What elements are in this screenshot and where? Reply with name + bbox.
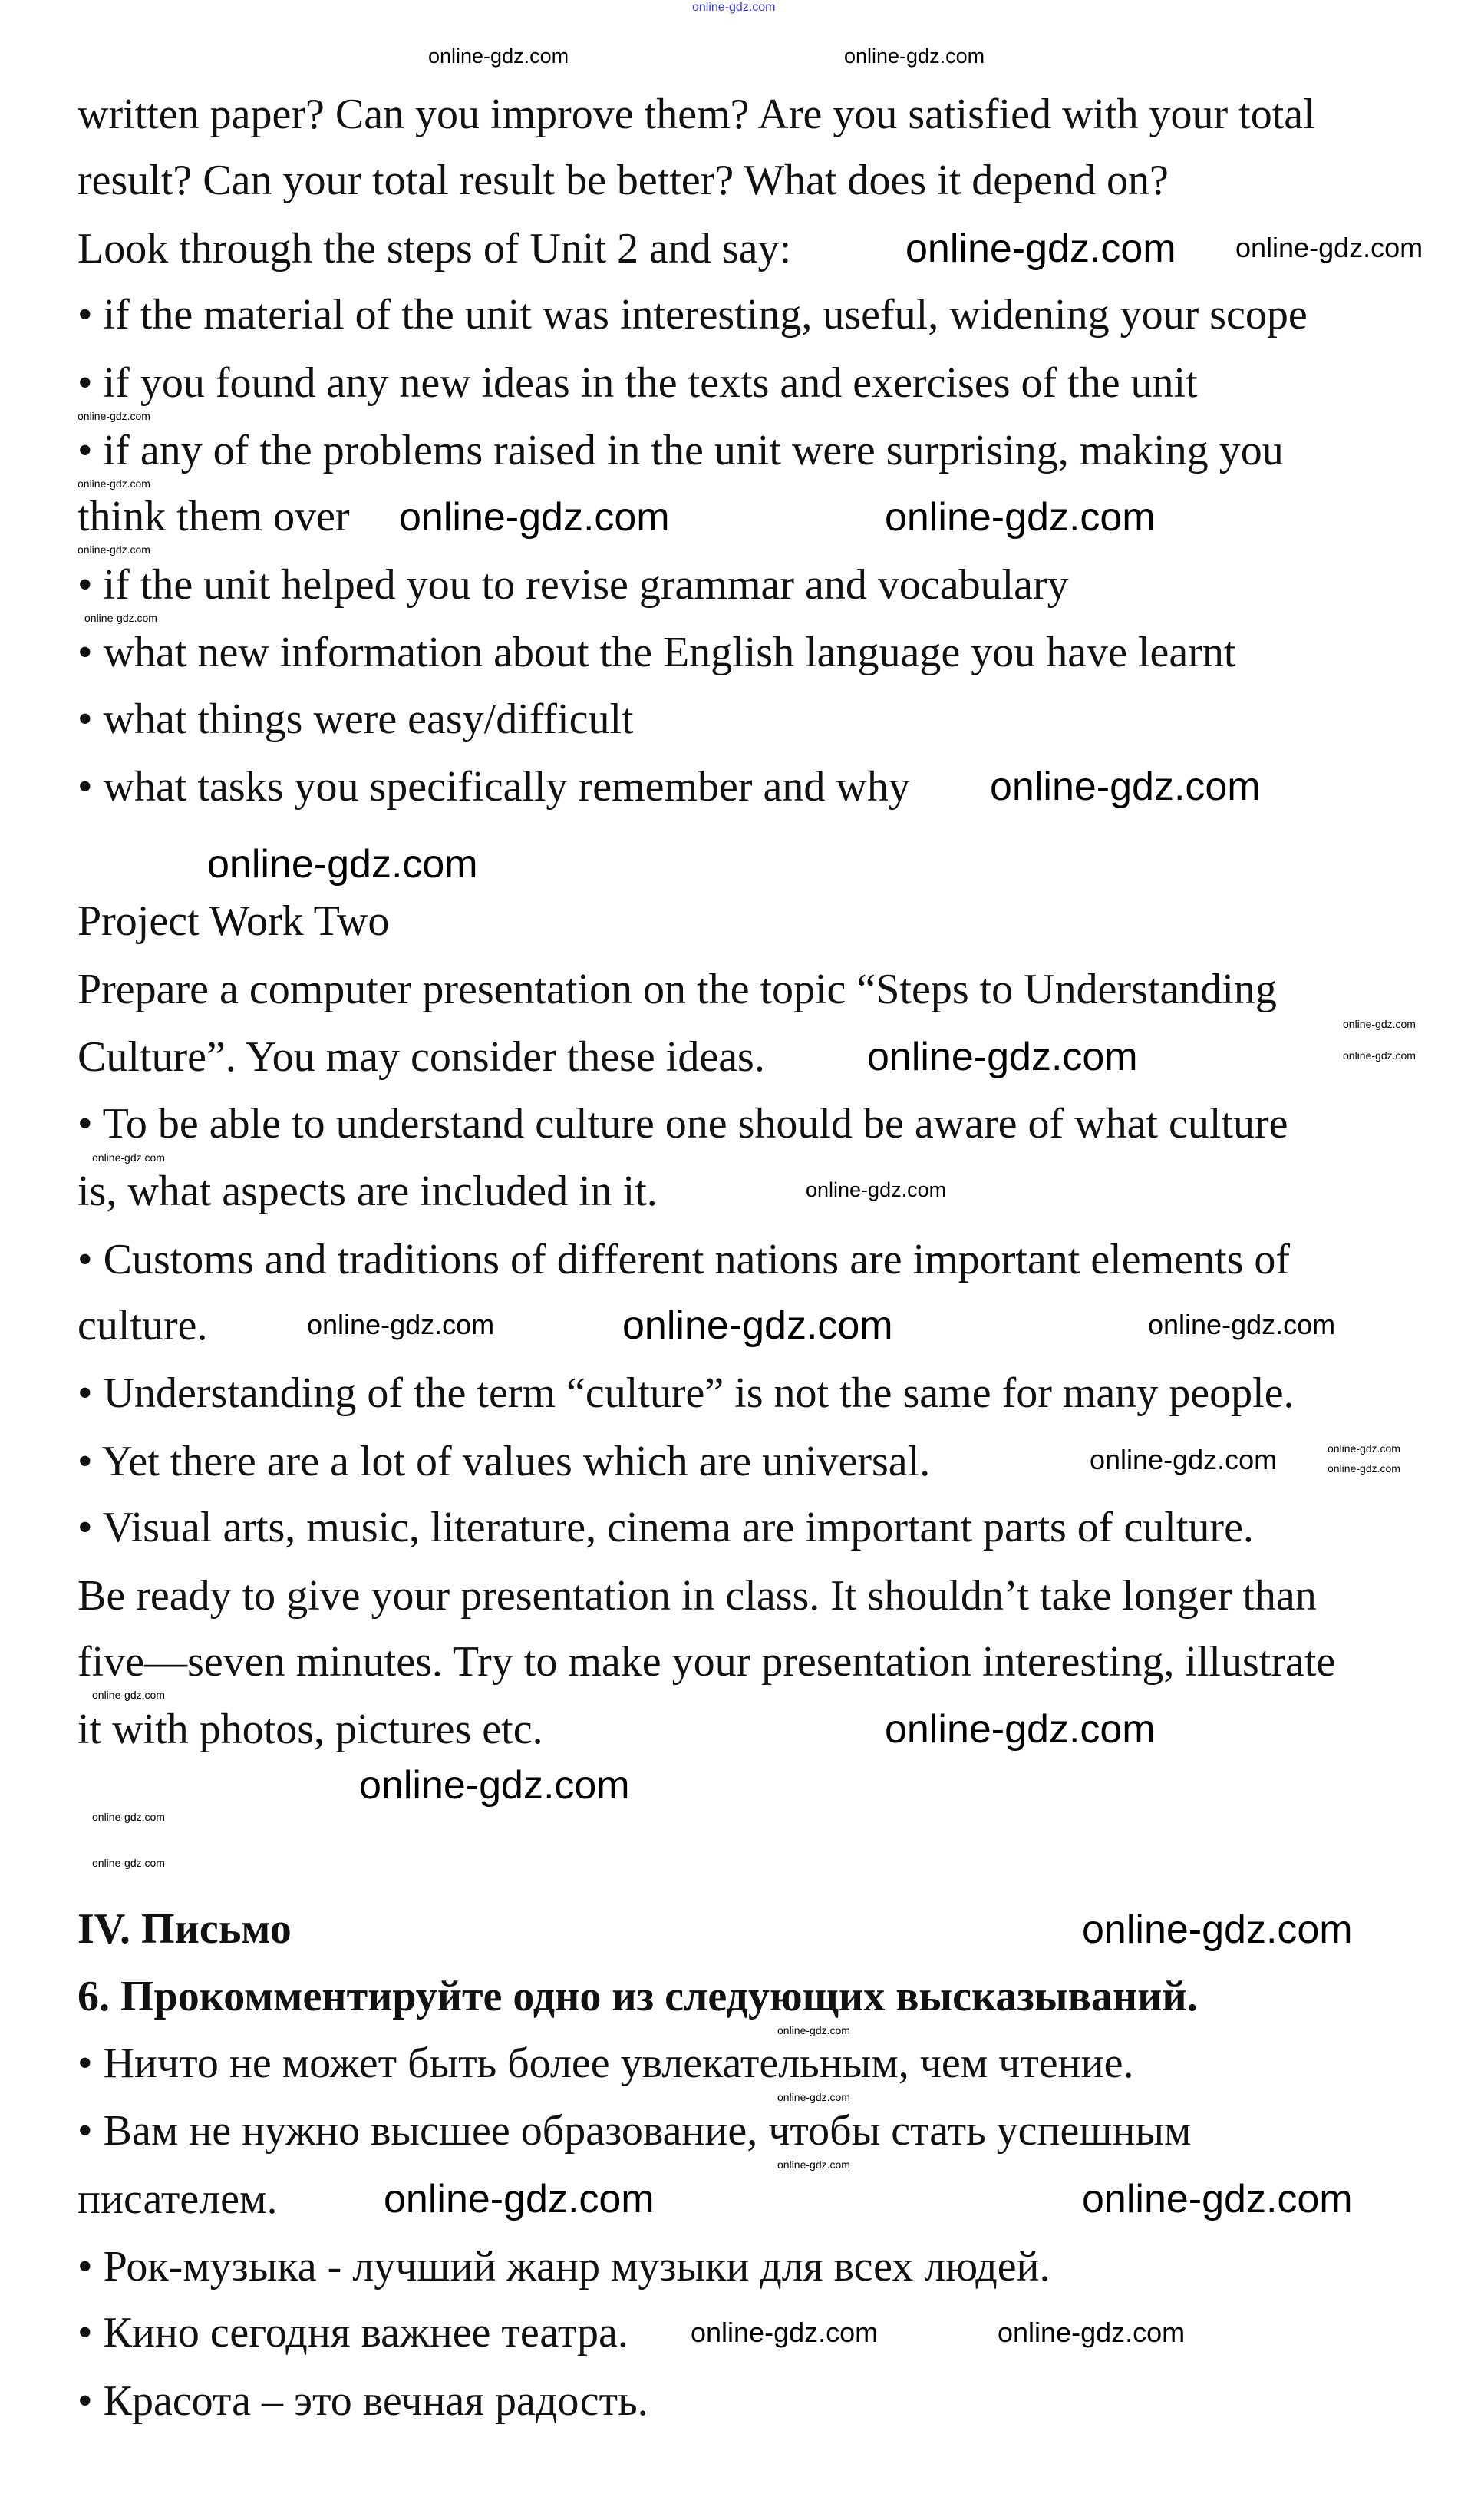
watermark: online-gdz.com bbox=[844, 45, 985, 68]
text-line: it with photos, pictures etc. bbox=[78, 1706, 543, 1753]
watermark: online-gdz.com bbox=[867, 1035, 1138, 1079]
task-title: 6. Прокомментируйте одно из следующих высказываний. bbox=[78, 1973, 1198, 2020]
watermark: online-gdz.com bbox=[1235, 232, 1423, 263]
text-line: писателем. bbox=[78, 2175, 278, 2223]
text-line: think them over bbox=[78, 493, 350, 540]
list-item: • Ничто не может быть более увлекательным, чем чтение. bbox=[78, 2039, 1134, 2087]
list-item: • To be able to understand culture one should be aware of what culture bbox=[78, 1100, 1288, 1148]
list-item: • if the material of the unit was interesting, useful, widening your scope bbox=[78, 291, 1308, 339]
watermark: online-gdz.com bbox=[905, 226, 1176, 271]
section-heading: IV. Письмо bbox=[78, 1905, 292, 1953]
list-item: • if any of the problems raised in the unit were surprising, making you bbox=[78, 427, 1284, 474]
text-line: Look through the steps of Unit 2 and say: bbox=[78, 225, 792, 272]
watermark: online-gdz.com bbox=[1148, 1309, 1336, 1340]
text-line: Culture”. You may consider these ideas. bbox=[78, 1033, 765, 1081]
text-line: written paper? Can you improve them? Are you satisfied with your total bbox=[78, 91, 1315, 138]
list-item: • what tasks you specifically remember and why bbox=[78, 763, 910, 811]
list-item: • what new information about the English language you have learnt bbox=[78, 629, 1236, 676]
project-title: Project Work Two bbox=[78, 897, 390, 945]
list-item: • Рок-музыка - лучший жанр музыки для всех людей. bbox=[78, 2243, 1050, 2290]
text-line: Be ready to give your presentation in class. It shouldn’t take longer than bbox=[78, 1572, 1317, 1620]
watermark: online-gdz.com bbox=[1082, 2177, 1353, 2221]
text-line: culture. bbox=[78, 1302, 208, 1349]
watermark: online-gdz.com bbox=[92, 1151, 165, 1164]
watermark: online-gdz.com bbox=[990, 765, 1261, 809]
watermark: online-gdz.com bbox=[777, 2091, 850, 2103]
watermark: online-gdz.com bbox=[1328, 1442, 1400, 1455]
text-line: is, what aspects are included in it. bbox=[78, 1168, 658, 1215]
watermark: online-gdz.com bbox=[1328, 1462, 1400, 1475]
list-item: • Customs and traditions of different nations are important elements of bbox=[78, 1236, 1291, 1283]
watermark: online-gdz.com bbox=[428, 45, 569, 68]
watermark: online-gdz.com bbox=[359, 1763, 630, 1808]
watermark: online-gdz.com bbox=[92, 1811, 165, 1823]
watermark: online-gdz.com bbox=[885, 495, 1156, 540]
watermark: online-gdz.com bbox=[777, 2158, 850, 2171]
text-line: five—seven minutes. Try to make your presentation interesting, illustrate bbox=[78, 1638, 1336, 1686]
watermark: online-gdz.com bbox=[78, 477, 150, 490]
list-item: • if you found any new ideas in the texts and exercises of the unit bbox=[78, 359, 1198, 407]
watermark: online-gdz.com bbox=[92, 1689, 165, 1701]
list-item: • Yet there are a lot of values which are universal. bbox=[78, 1438, 931, 1485]
list-item: • if the unit helped you to revise grammar and vocabulary bbox=[78, 561, 1069, 609]
watermark: online-gdz.com bbox=[692, 1, 776, 14]
watermark: online-gdz.com bbox=[1343, 1018, 1416, 1030]
watermark: online-gdz.com bbox=[806, 1178, 947, 1201]
watermark: online-gdz.com bbox=[307, 1309, 495, 1340]
watermark: online-gdz.com bbox=[998, 2317, 1186, 2348]
list-item: • Visual arts, music, literature, cinema are important parts of culture. bbox=[78, 1504, 1254, 1551]
watermark: online-gdz.com bbox=[1343, 1049, 1416, 1062]
list-item: • what things were easy/difficult bbox=[78, 695, 634, 743]
watermark: online-gdz.com bbox=[777, 2024, 850, 2036]
watermark: online-gdz.com bbox=[622, 1303, 893, 1348]
list-item: • Вам не нужно высшее образование, чтобы стать успешным bbox=[78, 2107, 1192, 2155]
list-item: • Кино сегодня важнее театра. bbox=[78, 2309, 628, 2357]
watermark: online-gdz.com bbox=[1082, 1907, 1353, 1952]
watermark: online-gdz.com bbox=[78, 410, 150, 422]
text-line: Prepare a computer presentation on the topic “Steps to Understanding bbox=[78, 966, 1277, 1013]
watermark: online-gdz.com bbox=[84, 612, 157, 624]
text-line: result? Can your total result be better? What does it depend on? bbox=[78, 157, 1169, 204]
watermark: online-gdz.com bbox=[207, 842, 478, 887]
watermark: online-gdz.com bbox=[399, 495, 670, 540]
watermark: online-gdz.com bbox=[1090, 1444, 1278, 1475]
list-item: • Understanding of the term “culture” is not the same for many people. bbox=[78, 1369, 1295, 1417]
watermark: online-gdz.com bbox=[78, 543, 150, 556]
watermark: online-gdz.com bbox=[384, 2177, 655, 2221]
watermark: online-gdz.com bbox=[691, 2317, 879, 2348]
watermark: online-gdz.com bbox=[92, 1857, 165, 1869]
list-item: • Красота – это вечная радость. bbox=[78, 2377, 648, 2425]
watermark: online-gdz.com bbox=[885, 1707, 1156, 1752]
